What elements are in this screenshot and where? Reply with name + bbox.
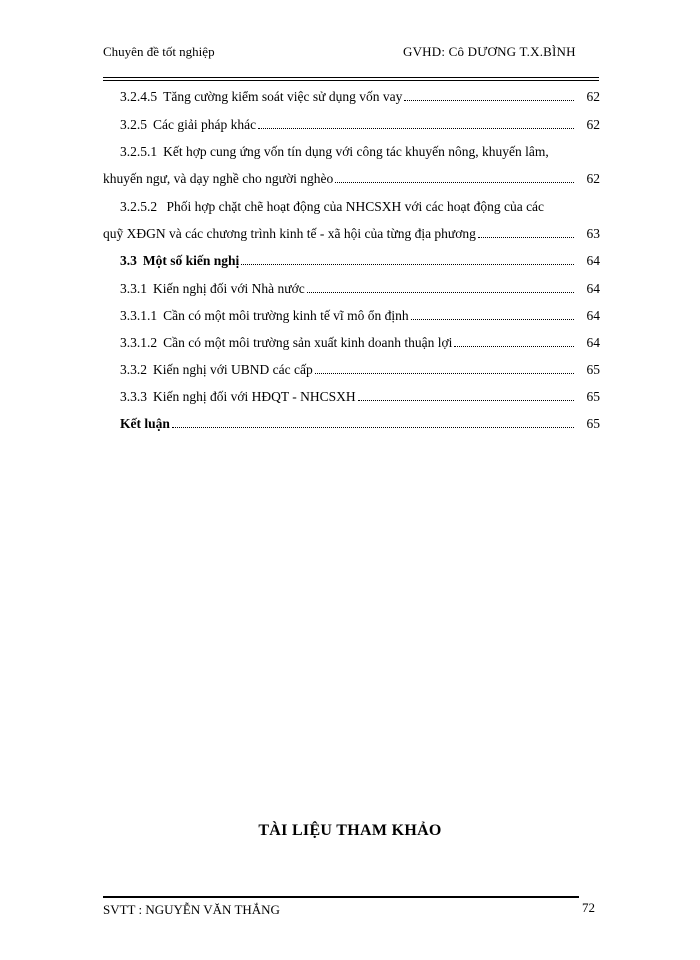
toc-leader-dots bbox=[358, 400, 574, 401]
toc-entry[interactable] bbox=[120, 389, 600, 405]
toc-entry-page: 65 bbox=[586, 389, 600, 404]
header-left-text: Chuyên đề tốt nghiệp bbox=[103, 44, 215, 59]
toc-entry-title: Kết hợp cung ứng vốn tín dụng với công tác khuyến nông, khuyến lâm, bbox=[163, 144, 549, 159]
footer-student-name: SVTT : NGUYỄN VĂN THẮNG bbox=[103, 902, 280, 917]
header-rule bbox=[103, 77, 599, 78]
toc-entry[interactable] bbox=[120, 89, 600, 105]
toc-entry-number: 3.3 bbox=[120, 253, 137, 268]
toc-entry-page: 64 bbox=[586, 335, 600, 350]
toc-entry-title: Phối hợp chặt chẽ hoạt động của NHCSXH với các hoạt động của các bbox=[166, 199, 545, 214]
toc-entry-page: 65 bbox=[586, 416, 600, 431]
toc-entry-page: 64 bbox=[586, 281, 600, 296]
toc-entry[interactable] bbox=[120, 335, 600, 351]
toc-leader-dots bbox=[478, 237, 574, 238]
toc-entry-page: 65 bbox=[586, 362, 600, 377]
toc-entry-continuation[interactable] bbox=[103, 171, 600, 187]
toc-entry-number: 3.2.5.2 bbox=[120, 199, 158, 214]
toc-entry[interactable] bbox=[120, 308, 600, 324]
toc-entry-title: Kiến nghị với UBND các cấp bbox=[153, 362, 313, 377]
toc-leader-dots bbox=[315, 373, 574, 374]
toc-entry-number: 3.3.2 bbox=[120, 362, 147, 377]
toc-entry-title: Kết luận bbox=[120, 416, 170, 431]
toc-entry-number: 3.2.5 bbox=[120, 117, 147, 132]
toc-entry-number: 3.3.3 bbox=[120, 389, 147, 404]
toc-entry[interactable] bbox=[120, 117, 600, 133]
toc-entry-title: Cần có một môi trường kinh tế vĩ mô ổn định bbox=[163, 308, 409, 323]
toc-leader-dots bbox=[404, 100, 574, 101]
toc-entry-page: 63 bbox=[586, 226, 600, 241]
toc-leader-dots bbox=[241, 264, 574, 265]
toc-entry-page: 62 bbox=[586, 171, 600, 186]
toc-entry-title: Kiến nghị đối với Nhà nước bbox=[153, 281, 305, 296]
toc-entry-page: 62 bbox=[586, 89, 600, 104]
toc-entry-page: 64 bbox=[586, 253, 600, 268]
toc-entry-title-continued: khuyến ngư, và dạy nghề cho người nghèo bbox=[103, 171, 334, 186]
toc-leader-dots bbox=[454, 346, 574, 347]
toc-entry-title-continued: quỹ XĐGN và các chương trình kinh tế - xã hội của từng địa phương bbox=[103, 226, 476, 241]
toc-entry-title: Một số kiến nghị bbox=[142, 253, 240, 268]
references-heading: TÀI LIỆU THAM KHẢO bbox=[258, 822, 442, 839]
toc-entry-number: 3.3.1.2 bbox=[120, 335, 158, 350]
toc-leader-dots bbox=[335, 182, 574, 183]
footer-rule bbox=[103, 896, 579, 898]
toc-entry-title: Cần có một môi trường sản xuất kinh doanh thuận lợi bbox=[163, 335, 453, 350]
toc-leader-dots bbox=[172, 427, 574, 428]
toc-entry-title: Kiến nghị đối với HĐQT - NHCSXH bbox=[153, 389, 356, 404]
toc-entry-title: Tăng cường kiểm soát việc sử dụng vốn vay bbox=[163, 89, 403, 104]
toc-entry[interactable] bbox=[120, 416, 600, 432]
toc-entry-number: 3.3.1.1 bbox=[120, 308, 158, 323]
footer-page-number: 72 bbox=[582, 900, 595, 915]
toc-entry-number: 3.2.5.1 bbox=[120, 144, 158, 159]
toc-entry[interactable] bbox=[120, 281, 600, 297]
toc-entry-page: 62 bbox=[586, 117, 600, 132]
toc-entry-number: 3.2.4.5 bbox=[120, 89, 158, 104]
header-right-text: GVHD: Cô DƯƠNG T.X.BÌNH bbox=[403, 44, 576, 59]
toc-entry-page: 64 bbox=[586, 308, 600, 323]
toc-entry[interactable] bbox=[120, 253, 600, 269]
toc-leader-dots bbox=[307, 292, 574, 293]
toc-entry-number: 3.3.1 bbox=[120, 281, 147, 296]
toc-entry[interactable] bbox=[120, 144, 600, 160]
toc-leader-dots bbox=[411, 319, 574, 320]
toc-entry-title: Các giải pháp khác bbox=[153, 117, 257, 132]
toc-entry-continuation[interactable] bbox=[103, 226, 600, 242]
toc-leader-dots bbox=[258, 128, 574, 129]
toc-entry[interactable] bbox=[120, 362, 600, 378]
header-rule-second bbox=[103, 80, 599, 81]
toc-entry[interactable] bbox=[120, 199, 544, 215]
